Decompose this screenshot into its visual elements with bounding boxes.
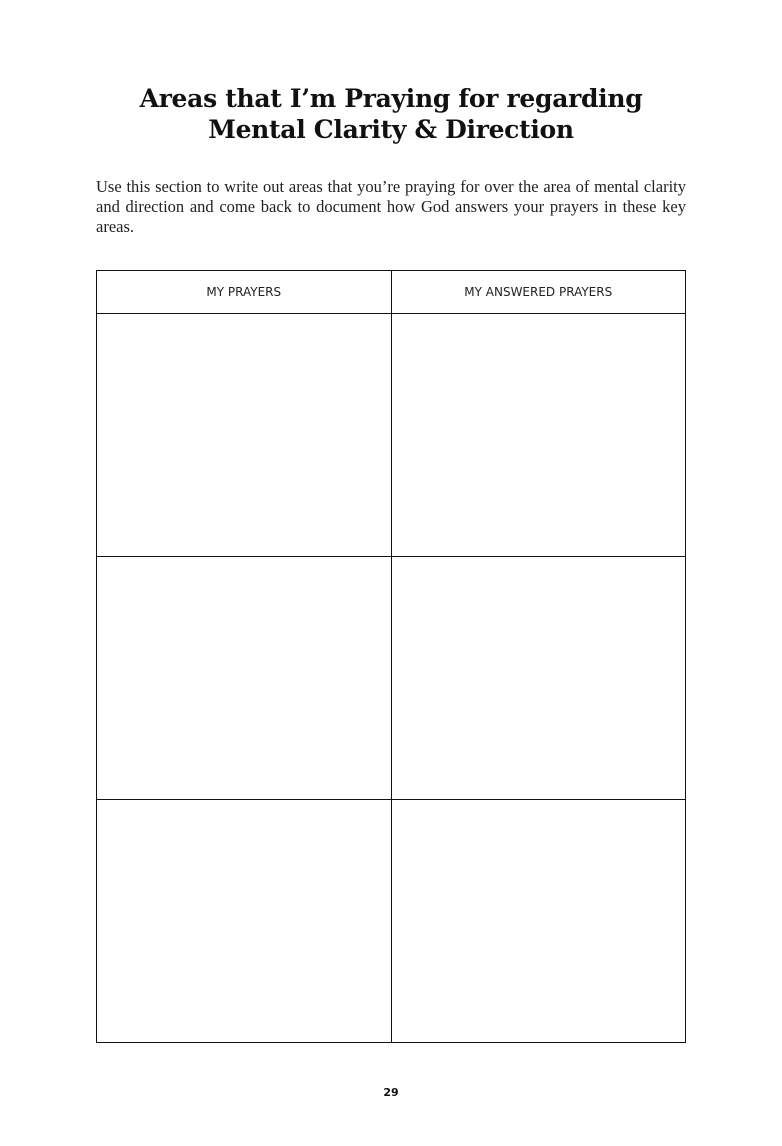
table-header-row <box>97 271 686 314</box>
intro-paragraph: Use this section to write out areas that you’re praying for over the area of mental clarity and direction and come back to document how God answers your prayers in these key areas. <box>96 177 686 236</box>
table-row <box>97 314 686 557</box>
prayer-cell[interactable] <box>97 800 392 1043</box>
page-title-line-2: Mental Clarity & Direction <box>208 115 574 144</box>
header-my-prayers: MY PRAYERS <box>97 271 392 314</box>
answered-prayer-cell[interactable] <box>391 557 686 800</box>
page-number: 29 <box>383 1086 399 1099</box>
header-my-answered-prayers: MY ANSWERED PRAYERS <box>391 271 686 314</box>
table-row <box>97 557 686 800</box>
prayer-table <box>96 270 686 1043</box>
prayer-cell[interactable] <box>97 557 392 800</box>
page-title <box>0 83 782 145</box>
answered-prayer-cell[interactable] <box>391 314 686 557</box>
prayer-cell[interactable] <box>97 314 392 557</box>
page-title-line-1: Areas that I’m Praying for regarding <box>139 84 643 113</box>
answered-prayer-cell[interactable] <box>391 800 686 1043</box>
table-row <box>97 800 686 1043</box>
